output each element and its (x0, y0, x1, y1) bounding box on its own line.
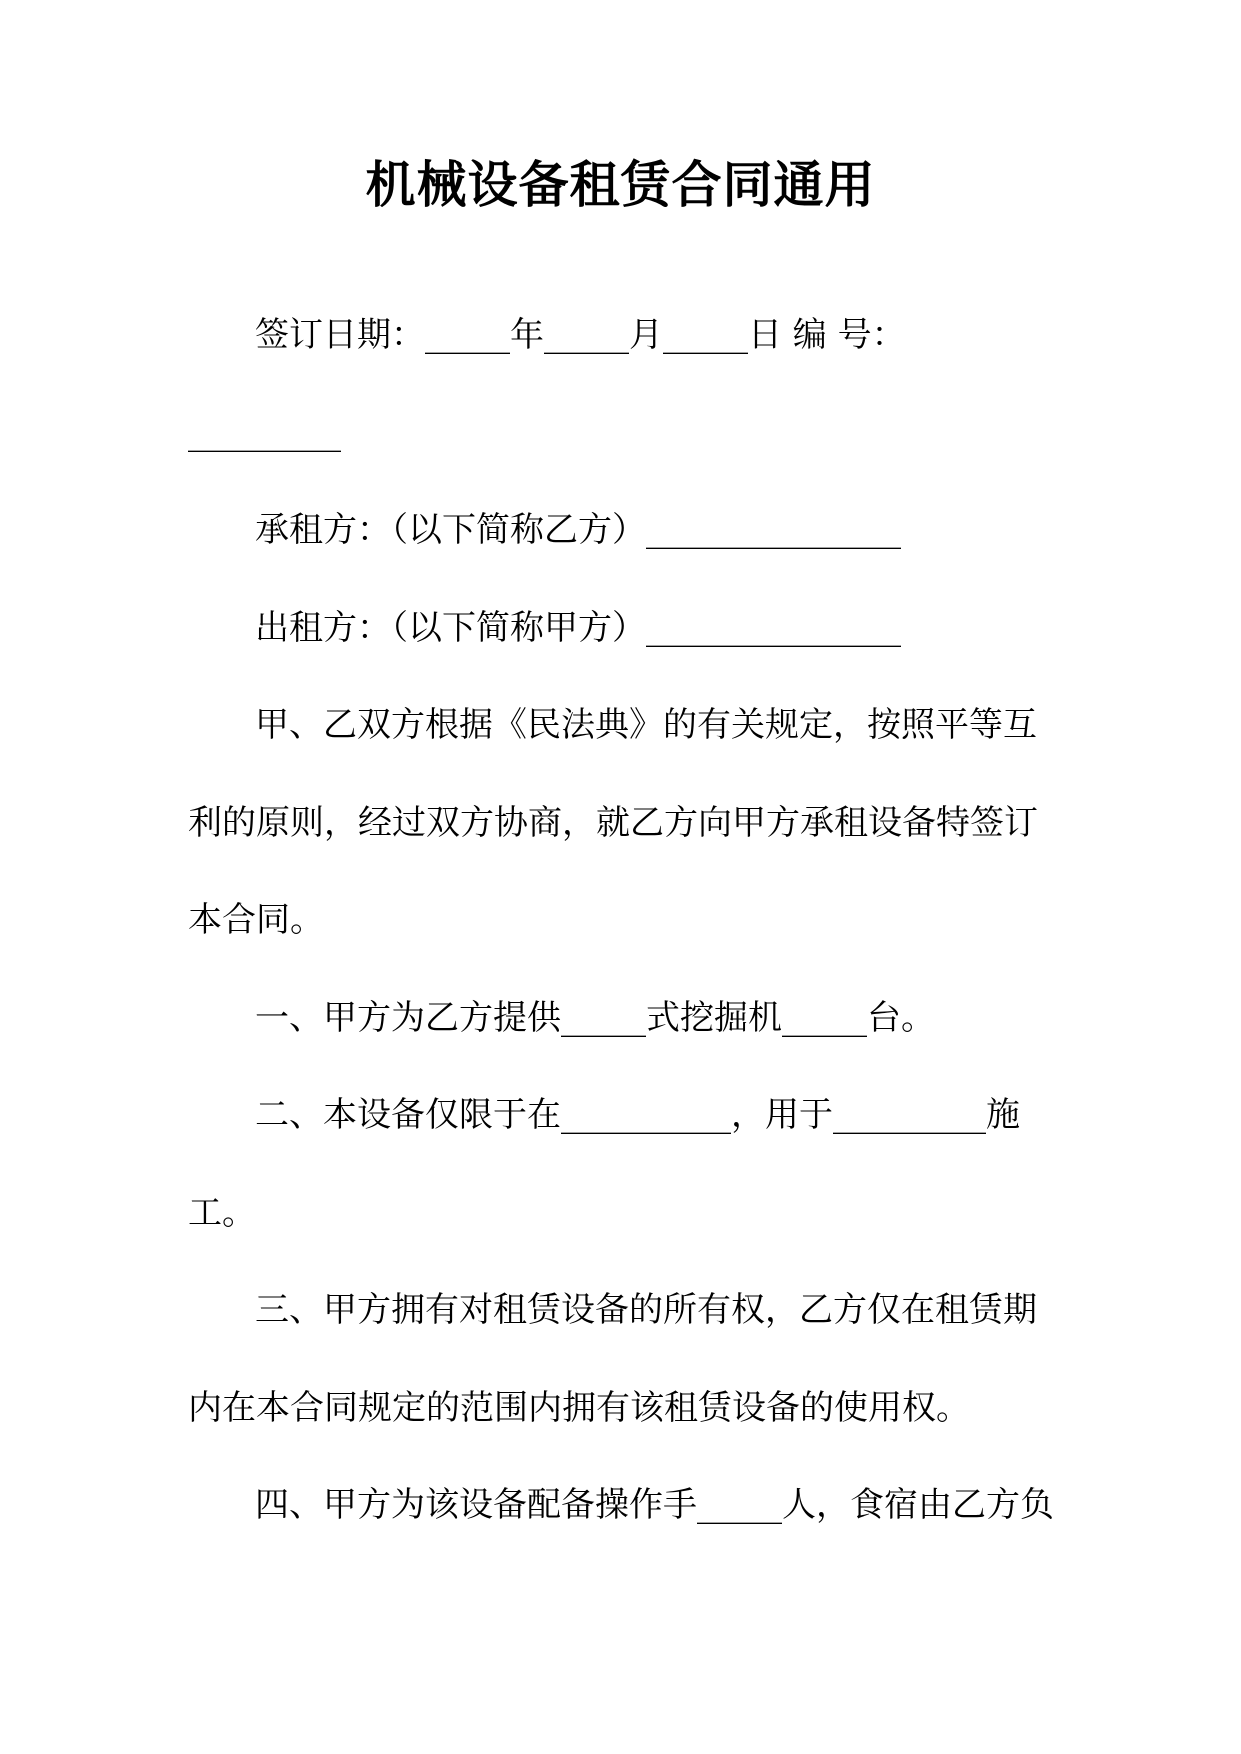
clause-2-line-1: 二、本设备仅限于在__________，用于_________施 (255, 1095, 1020, 1135)
preamble-line-1: 甲、乙双方根据《民法典》的有关规定，按照平等互 (255, 705, 1037, 745)
clause-3-line-2: 内在本合同规定的范围内拥有该租赁设备的使用权。 (188, 1388, 970, 1428)
preamble-line-2: 利的原则，经过双方协商，就乙方向甲方承租设备特签订 (188, 803, 1038, 843)
signing-date-line: 签订日期：_____年_____月_____日 编 号： (255, 315, 906, 355)
document-title: 机械设备租赁合同通用 (365, 155, 876, 214)
lessee-line: 承租方：（以下简称乙方）_______________ (255, 510, 901, 550)
clause-2-line-2: 工。 (188, 1193, 256, 1233)
contract-number-blank: _________ (188, 413, 341, 453)
clause-4-line-1: 四、甲方为该设备配备操作手_____人，食宿由乙方负 (255, 1485, 1054, 1525)
lessor-line: 出租方：（以下简称甲方）_______________ (255, 608, 901, 648)
clause-1-line: 一、甲方为乙方提供_____式挖掘机_____台。 (255, 998, 935, 1038)
preamble-line-3: 本合同。 (188, 900, 324, 940)
clause-3-line-1: 三、甲方拥有对租赁设备的所有权，乙方仅在租赁期 (255, 1290, 1037, 1330)
